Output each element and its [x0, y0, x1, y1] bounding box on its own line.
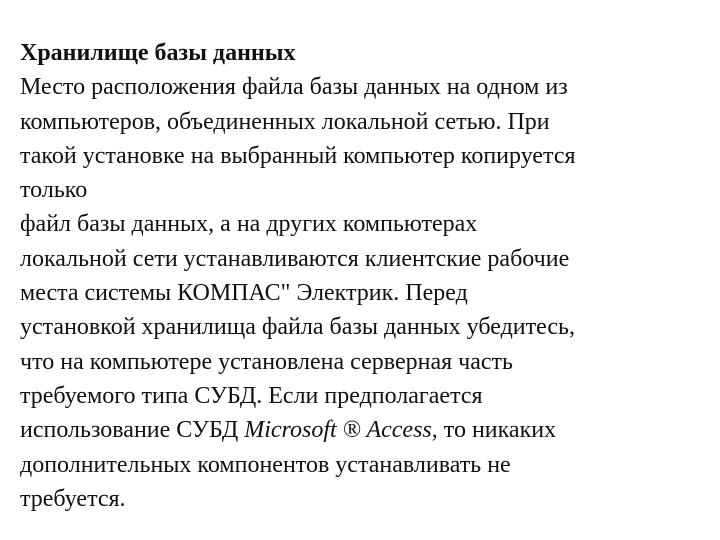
text-line: компьютеров, объединенных локальной сетью. При: [20, 108, 550, 135]
text-line: только: [20, 177, 88, 204]
text-line: файл базы данных, а на других компьютерах: [20, 211, 478, 238]
text-prefix: использование СУБД: [20, 417, 245, 444]
text-line: что на компьютере установлена серверная часть: [20, 348, 513, 375]
text-suffix: то никаких: [437, 417, 557, 444]
text-line: локальной сети устанавливаются клиентские рабочие: [20, 245, 570, 272]
text-line: требуется.: [20, 485, 126, 512]
text-line-with-product: [20, 413, 710, 447]
text-line: дополнительных компонентов устанавливать не: [20, 451, 511, 478]
document-title: Хранилище базы данных: [20, 40, 296, 66]
text-line: такой установке на выбранный компьютер копируется: [20, 142, 576, 169]
text-line: требуемого типа СУБД. Если предполагается: [20, 382, 483, 409]
text-line: места системы КОМПАС" Электрик. Перед: [20, 280, 468, 307]
document-body: [20, 36, 710, 516]
text-line: установкой хранилища файла базы данных убедитесь,: [20, 314, 575, 341]
product-name: Microsoft ® Access,: [244, 417, 438, 444]
text-line: Место расположения файла базы данных на одном из: [20, 74, 568, 101]
